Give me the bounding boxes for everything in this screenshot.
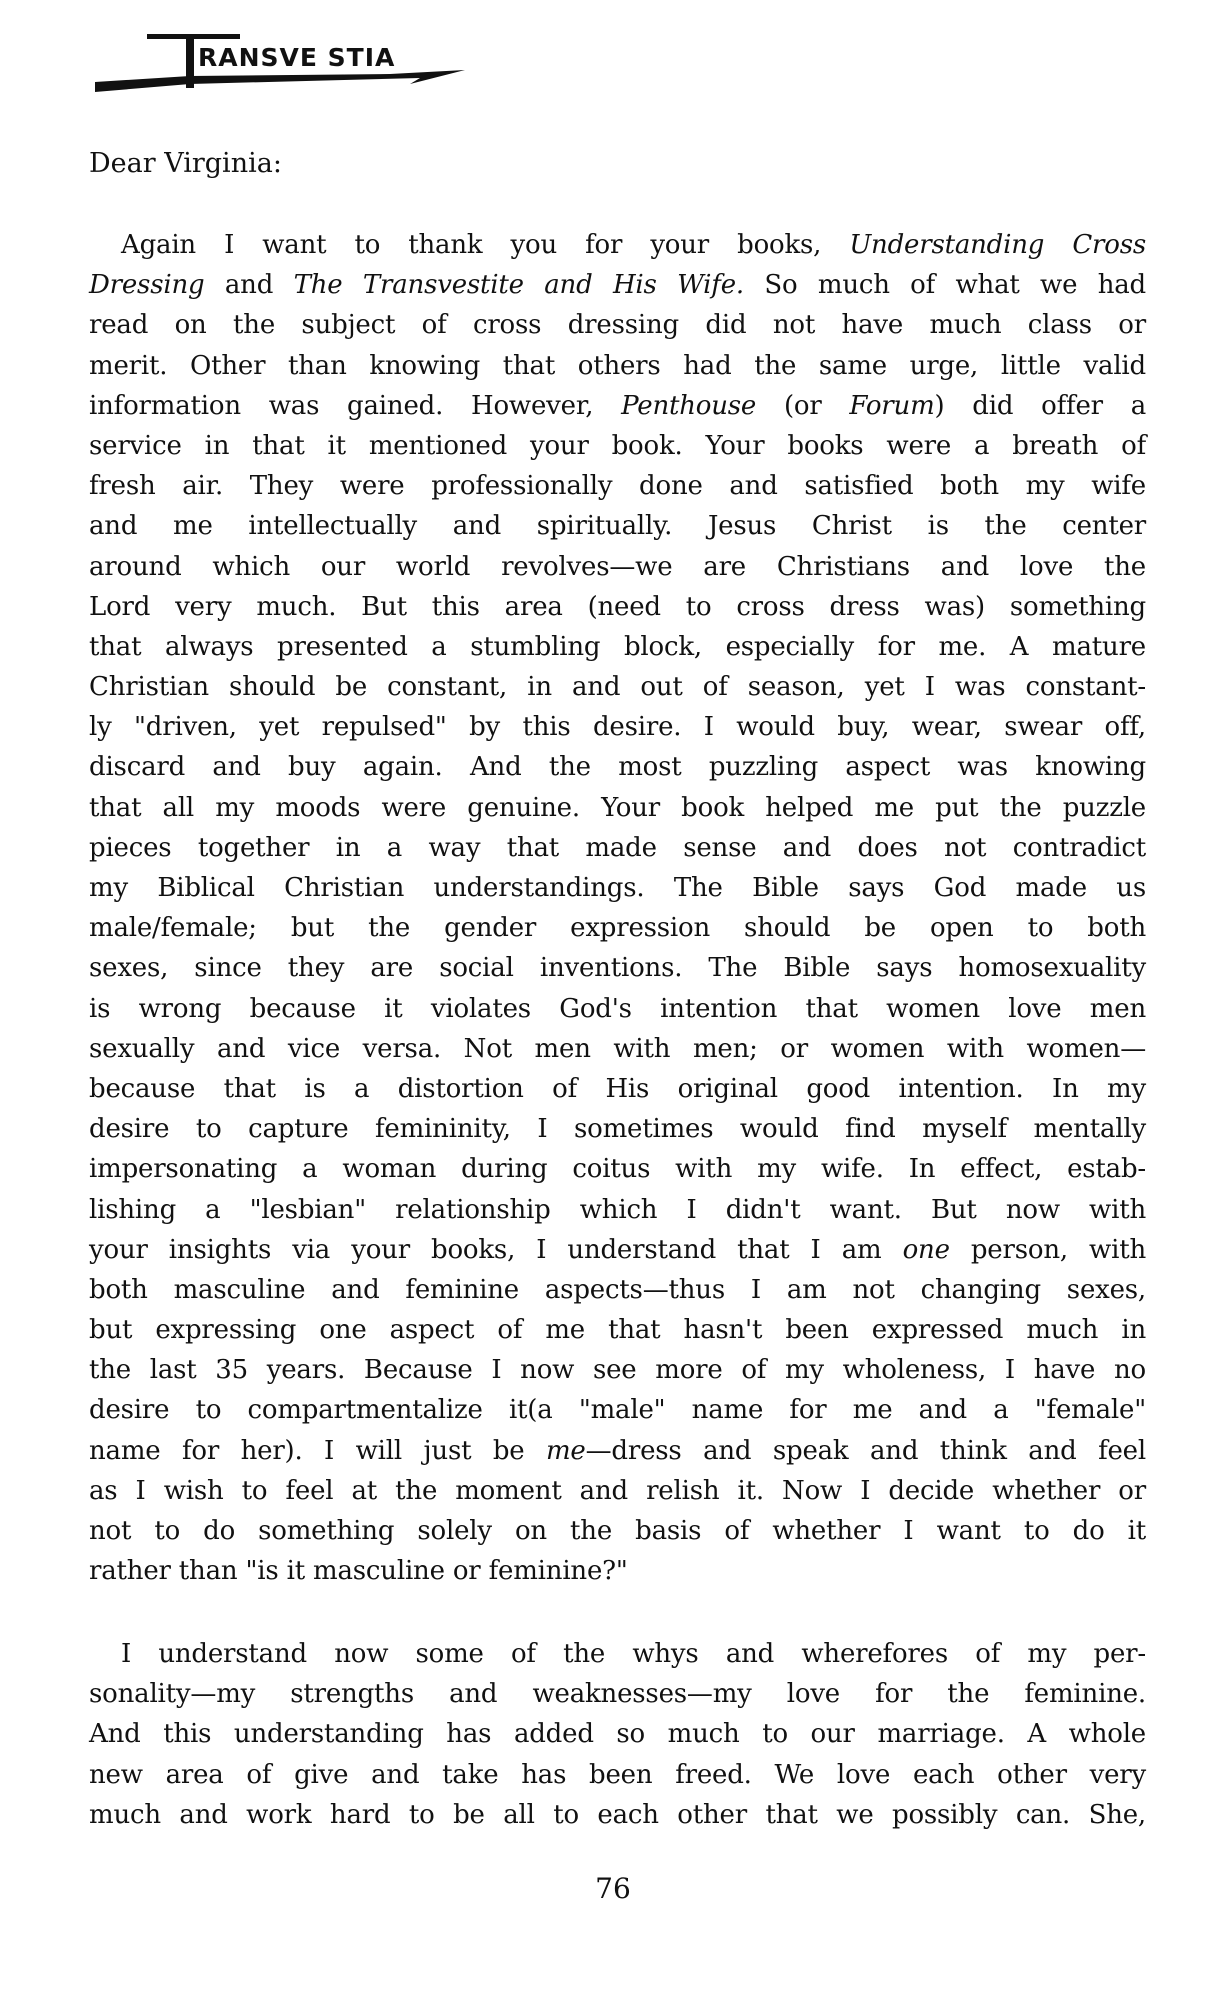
- text-run: but expressing one aspect of me that hasn't been expressed much in: [89, 1315, 1146, 1346]
- text-run: both masculine and feminine aspects—thus I am not changing sexes,: [89, 1274, 1146, 1305]
- text-line: [89, 707, 1146, 747]
- text-line: [89, 305, 1146, 345]
- text-run: much and work hard to be all to each other that we possibly can. She,: [89, 1799, 1146, 1830]
- text-line: [89, 747, 1146, 787]
- text-run: person, with: [949, 1234, 1146, 1265]
- text-run: sexes, since they are social inventions. The Bible says homosexuality: [89, 953, 1146, 984]
- italic-text: Penthouse: [621, 390, 757, 421]
- text-line: [89, 667, 1146, 707]
- text-line: [89, 547, 1146, 587]
- text-run: lishing a "lesbian" relationship which I didn't want. But now with: [89, 1194, 1146, 1225]
- text-run: desire to compartmentalize it(a "male" name for me and a "female": [89, 1395, 1146, 1426]
- text-line: [89, 1069, 1146, 1109]
- text-run: read on the subject of cross dressing did not have much class or: [89, 310, 1146, 341]
- italic-text: one: [902, 1234, 950, 1265]
- text-run: I understand now some of the whys and wherefores of my per-: [121, 1639, 1146, 1669]
- italic-text: Dressing: [89, 270, 205, 301]
- text-line: [89, 1350, 1146, 1390]
- text-line: [89, 225, 1146, 265]
- text-line: [89, 868, 1146, 908]
- text-run: impersonating a woman during coitus with my wife. In effect, estab-: [89, 1154, 1146, 1185]
- text-run: the last 35 years. Because I now see more of my wholeness, I have no: [89, 1355, 1146, 1386]
- text-run: And this understanding has added so much to our marriage. A whole: [89, 1719, 1146, 1750]
- text-run: Lord very much. But this area (need to cross dress was) something: [89, 591, 1146, 622]
- text-run: merit. Other than knowing that others had the same urge, little valid: [89, 350, 1146, 381]
- text-line: [89, 1390, 1146, 1430]
- text-run: Again I want to thank you for your books,: [121, 230, 850, 260]
- text-line: [89, 1795, 1146, 1835]
- text-run: and: [204, 270, 294, 301]
- italic-text: The Transvestite and His Wife.: [293, 270, 744, 301]
- text-line: [89, 587, 1146, 627]
- text-line: [89, 1270, 1146, 1310]
- italic-text: me: [545, 1435, 586, 1466]
- text-line: [89, 1634, 1146, 1674]
- text-run: name for her). I will just be: [89, 1435, 546, 1466]
- text-run: and me intellectually and spiritually. Jesus Christ is the center: [89, 511, 1146, 542]
- text-run: pieces together in a way that made sense and does not contradict: [89, 832, 1146, 863]
- text-line: [89, 265, 1146, 305]
- text-run: new area of give and take has been freed. We love each other very: [89, 1759, 1146, 1790]
- text-run: your insights via your books, I understand that I am: [89, 1234, 903, 1265]
- text-run: not to do something solely on the basis of whether I want to do it: [89, 1516, 1146, 1546]
- text-line: [89, 1149, 1146, 1189]
- text-line: [89, 1029, 1146, 1069]
- text-run: service in that it mentioned your book. Your books were a breath of: [89, 430, 1146, 461]
- text-run: that always presented a stumbling block, especially for me. A mature: [89, 631, 1146, 662]
- text-line: [89, 788, 1146, 828]
- text-run: fresh air. They were professionally done and satisfied both my wife: [89, 471, 1146, 502]
- italic-text: Understanding Cross: [849, 230, 1146, 260]
- text-run: as I wish to feel at the moment and relish it. Now I decide whether or: [89, 1475, 1146, 1506]
- text-run: rather than "is it masculine or feminine?": [89, 1556, 628, 1587]
- text-run: (or: [756, 390, 850, 421]
- text-line: [89, 1755, 1146, 1795]
- text-line: [89, 1551, 1146, 1591]
- text-line: [89, 1190, 1146, 1230]
- text-line: [89, 506, 1146, 546]
- text-run: ) did offer a: [934, 390, 1147, 421]
- text-line: [89, 386, 1146, 426]
- italic-text: Forum: [849, 390, 935, 421]
- paragraph-2: [89, 1634, 1146, 1835]
- text-run: that all my moods were genuine. Your book helped me put the puzzle: [89, 792, 1146, 823]
- text-line: [89, 1230, 1146, 1270]
- text-run: my Biblical Christian understandings. The Bible says God made us: [89, 873, 1146, 903]
- text-run: —dress and speak and think and feel: [585, 1435, 1146, 1466]
- text-line: [89, 466, 1146, 506]
- text-run: because that is a distortion of His original good intention. In my: [89, 1073, 1146, 1104]
- paragraph-1: [89, 225, 1146, 1591]
- text-line: [89, 1511, 1146, 1551]
- text-run: desire to capture femininity, I sometimes would find myself mentally: [89, 1114, 1146, 1145]
- text-line: [89, 1674, 1146, 1714]
- text-line: [89, 1431, 1146, 1471]
- text-line: [89, 828, 1146, 868]
- text-run: sonality—my strengths and weaknesses—my love for the feminine.: [89, 1679, 1146, 1710]
- text-line: [89, 426, 1146, 466]
- text-run: discard and buy again. And the most puzzling aspect was knowing: [89, 752, 1146, 783]
- text-run: around which our world revolves—we are Christians and love the: [89, 551, 1146, 582]
- text-run: sexually and vice versa. Not men with men; or women with women—: [89, 1033, 1146, 1064]
- text-line: [89, 1310, 1146, 1350]
- text-line: [89, 908, 1146, 948]
- text-line: [89, 948, 1146, 988]
- text-line: [89, 346, 1146, 386]
- text-run: is wrong because it violates God's intention that women love men: [89, 993, 1146, 1024]
- logo-text: RANSVE STIA: [198, 43, 396, 72]
- text-line: [89, 989, 1146, 1029]
- text-run: So much of what we had: [743, 270, 1146, 301]
- text-run: male/female; but the gender expression should be open to both: [89, 913, 1146, 944]
- transvestia-logo: [90, 28, 480, 100]
- text-run: information was gained. However,: [89, 390, 622, 421]
- text-line: [89, 1471, 1146, 1511]
- text-line: [89, 1109, 1146, 1149]
- salutation: Dear Virginia:: [89, 148, 282, 179]
- text-line: [89, 1714, 1146, 1754]
- text-line: [89, 627, 1146, 667]
- text-run: Christian should be constant, in and out of season, yet I was constant-: [89, 672, 1146, 703]
- page-number: 76: [595, 1872, 631, 1905]
- text-run: ly "driven, yet repulsed" by this desire. I would buy, wear, swear off,: [89, 712, 1146, 743]
